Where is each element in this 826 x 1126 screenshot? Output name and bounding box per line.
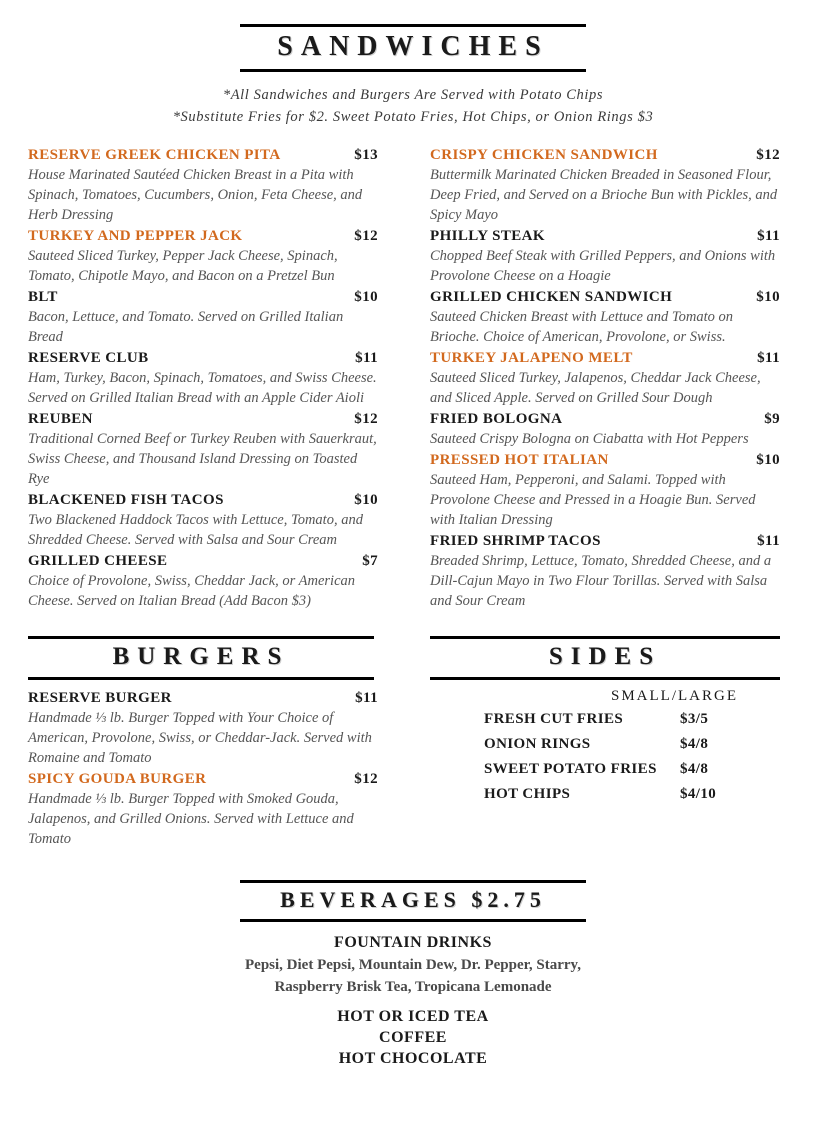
burgers-column	[28, 636, 378, 852]
burgers-section-header	[28, 636, 374, 680]
menu-item-head	[28, 289, 378, 306]
menu-item	[430, 289, 780, 347]
menu-item-price: $12	[354, 227, 378, 244]
menu-item-price: $11	[757, 227, 780, 244]
menu-item-price: $11	[355, 689, 378, 706]
beverages-body	[0, 934, 826, 1069]
spacer	[0, 998, 826, 1008]
menu-item	[430, 533, 780, 611]
divider-rule	[240, 69, 586, 72]
menu-item-price: $11	[757, 532, 780, 549]
menu-item-price: $7	[362, 552, 378, 569]
menu-item	[28, 771, 378, 849]
menu-item-head	[430, 533, 780, 550]
menu-item	[28, 553, 378, 611]
menu-item-name: RESERVE GREEK CHICKEN PITA	[28, 146, 281, 163]
menu-item-head	[28, 147, 378, 164]
menu-item-price: $12	[354, 770, 378, 787]
menu-page	[0, 24, 826, 1126]
menu-item	[28, 492, 378, 550]
side-price: $4/8	[680, 735, 709, 752]
menu-item	[28, 228, 378, 286]
menu-item	[28, 411, 378, 489]
menu-item-name: CRISPY CHICKEN SANDWICH	[430, 146, 658, 163]
burgers-title: BURGERS	[112, 642, 290, 670]
side-row	[430, 761, 780, 778]
beverages-title: BEVERAGES $2.75	[280, 886, 546, 912]
menu-item-description: Handmade ⅓ lb. Burger Topped with Smoked Gouda, Jalapenos, and Grilled Onions. Served with Lettuce and Tomato	[28, 790, 354, 847]
menu-item-name: BLT	[28, 288, 58, 305]
sides-size-label: SMALL/LARGE	[611, 687, 738, 704]
side-name: ONION RINGS	[484, 735, 591, 752]
sandwiches-left-column	[28, 147, 378, 614]
menu-item	[28, 147, 378, 225]
side-price: $4/10	[680, 785, 717, 802]
menu-item	[28, 289, 378, 347]
sandwiches-notes	[0, 84, 826, 129]
menu-item-price: $11	[355, 349, 378, 366]
menu-item-price: $10	[354, 491, 378, 508]
menu-item-price: $10	[756, 451, 780, 468]
menu-item	[430, 452, 780, 530]
menu-item	[430, 350, 780, 408]
menu-item-description: Two Blackened Haddock Tacos with Lettuce, Tomato, and Shredded Cheese. Served with Salsa and Sour Cream	[28, 511, 363, 548]
menu-item-name: RESERVE BURGER	[28, 689, 172, 706]
menu-item	[28, 690, 378, 768]
side-row	[430, 711, 780, 728]
side-name: SWEET POTATO FRIES	[484, 760, 657, 777]
beverages-section-header	[240, 880, 586, 922]
menu-item-name: FRIED BOLOGNA	[430, 410, 563, 427]
menu-item-name: BLACKENED FISH TACOS	[28, 491, 224, 508]
menu-item	[430, 228, 780, 286]
menu-item-name: TURKEY JALAPENO MELT	[430, 349, 633, 366]
side-price: $4/8	[680, 760, 709, 777]
note-line-2: *Substitute Fries for $2. Sweet Potato Fries, Hot Chips, or Onion Rings $3	[172, 109, 654, 126]
sides-list	[430, 688, 780, 803]
menu-item-price: $12	[354, 410, 378, 427]
side-name: FRESH CUT FRIES	[484, 710, 624, 727]
divider-rule	[430, 677, 780, 680]
menu-item-description: Breaded Shrimp, Lettuce, Tomato, Shredded Cheese, and a Dill-Cajun Mayo in Two Flour Torillas. Served with Salsa and Sour Cream	[430, 552, 772, 609]
menu-item-description: Ham, Turkey, Bacon, Spinach, Tomatoes, and Swiss Cheese. Served on Grilled Italian Bread with an Apple Cider Aioli	[28, 369, 377, 406]
menu-item-head	[430, 289, 780, 306]
menu-item-description: Choice of Provolone, Swiss, Cheddar Jack, or American Cheese. Served on Italian Bread (Add Bacon $3)	[28, 572, 356, 609]
menu-item	[28, 350, 378, 408]
sandwiches-right-column	[430, 147, 780, 614]
menu-item-head	[28, 690, 378, 707]
menu-item-name: PHILLY STEAK	[430, 227, 545, 244]
menu-item-description: Buttermilk Marinated Chicken Breaded in Seasoned Flour, Deep Fried, and Served on a Brioche Bun with Pickles, and Spicy Mayo	[430, 166, 778, 223]
menu-item-head	[430, 452, 780, 469]
fountain-drinks-line-2: Raspberry Brisk Tea, Tropicana Lemonade	[274, 978, 552, 995]
menu-item-price: $10	[756, 288, 780, 305]
note-line-1: *All Sandwiches and Burgers Are Served with Potato Chips	[222, 87, 604, 103]
side-name: HOT CHIPS	[484, 785, 571, 802]
beverage-coffee: COFFEE	[379, 1029, 447, 1047]
menu-item-name: GRILLED CHEESE	[28, 552, 168, 569]
menu-item-price: $12	[756, 146, 780, 163]
divider-rule	[240, 919, 586, 922]
menu-item-head	[28, 553, 378, 570]
menu-item-description: Sauteed Chicken Breast with Lettuce and Tomato on Brioche. Choice of American, Provolone, or Swiss.	[430, 308, 733, 345]
beverage-hot-chocolate: HOT CHOCOLATE	[338, 1050, 488, 1068]
sandwiches-columns	[0, 147, 826, 614]
menu-item-name: PRESSED HOT ITALIAN	[430, 451, 609, 468]
side-row	[430, 736, 780, 753]
menu-item-head	[28, 228, 378, 245]
menu-item-price: $9	[764, 410, 780, 427]
menu-item-description: Sauteed Sliced Turkey, Pepper Jack Cheese, Spinach, Tomato, Chipotle Mayo, and Bacon on a Pretzel Bun	[28, 247, 338, 284]
divider-rule	[28, 677, 374, 680]
menu-item-name: REUBEN	[28, 410, 93, 427]
menu-item	[430, 411, 780, 449]
sandwiches-section-header	[240, 24, 586, 72]
sides-section-header	[430, 636, 780, 680]
menu-item-head	[430, 228, 780, 245]
menu-item-price: $13	[354, 146, 378, 163]
menu-item-head	[28, 411, 378, 428]
menu-item-description: Bacon, Lettuce, and Tomato. Served on Grilled Italian Bread	[28, 308, 344, 345]
menu-item-head	[28, 771, 378, 788]
side-row	[430, 786, 780, 803]
menu-item-description: House Marinated Sautéed Chicken Breast in a Pita with Spinach, Tomatoes, Cucumbers, Onion, Feta Cheese, and Herb Dressing	[28, 166, 363, 223]
menu-item-description: Handmade ⅓ lb. Burger Topped with Your Choice of American, Provolone, Swiss, or Cheddar-Jack. Served with Romaine and Tomato	[28, 709, 372, 766]
burgers-list	[28, 690, 378, 849]
menu-item-head	[430, 350, 780, 367]
beverage-hot-or-iced-tea: HOT OR ICED TEA	[337, 1008, 489, 1026]
menu-item-name: RESERVE CLUB	[28, 349, 149, 366]
menu-item-name: GRILLED CHICKEN SANDWICH	[430, 288, 673, 305]
menu-item-price: $10	[354, 288, 378, 305]
sides-column	[430, 636, 780, 852]
menu-item	[430, 147, 780, 225]
menu-item-head	[28, 350, 378, 367]
menu-item-description: Sauteed Crispy Bologna on Ciabatta with Hot Peppers	[430, 430, 749, 447]
fountain-drinks-title: FOUNTAIN DRINKS	[334, 933, 492, 951]
menu-item-head	[430, 147, 780, 164]
menu-item-name: FRIED SHRIMP TACOS	[430, 532, 601, 549]
menu-item-description: Sauteed Ham, Pepperoni, and Salami. Topped with Provolone Cheese and Pressed in a Hoagie Bun. Served with Italian Dressing	[430, 471, 756, 528]
menu-item-head	[430, 411, 780, 428]
menu-item-description: Sauteed Sliced Turkey, Jalapenos, Cheddar Jack Cheese, and Sliced Apple. Served on Grilled Sour Dough	[430, 369, 761, 406]
side-price: $3/5	[680, 710, 709, 727]
lower-columns	[0, 636, 826, 852]
menu-item-name: SPICY GOUDA BURGER	[28, 770, 207, 787]
sandwiches-title: SANDWICHES	[277, 31, 549, 62]
menu-item-price: $11	[757, 349, 780, 366]
fountain-drinks-line-1: Pepsi, Diet Pepsi, Mountain Dew, Dr. Pepper, Starry,	[245, 956, 581, 973]
menu-item-head	[28, 492, 378, 509]
menu-item-name: TURKEY AND PEPPER JACK	[28, 227, 243, 244]
sides-title: SIDES	[548, 642, 662, 670]
menu-item-description: Chopped Beef Steak with Grilled Peppers, and Onions with Provolone Cheese on a Hoagie	[430, 247, 776, 284]
menu-item-description: Traditional Corned Beef or Turkey Reuben with Sauerkraut, Swiss Cheese, and Thousand Island Dressing on Toasted Rye	[28, 430, 377, 487]
